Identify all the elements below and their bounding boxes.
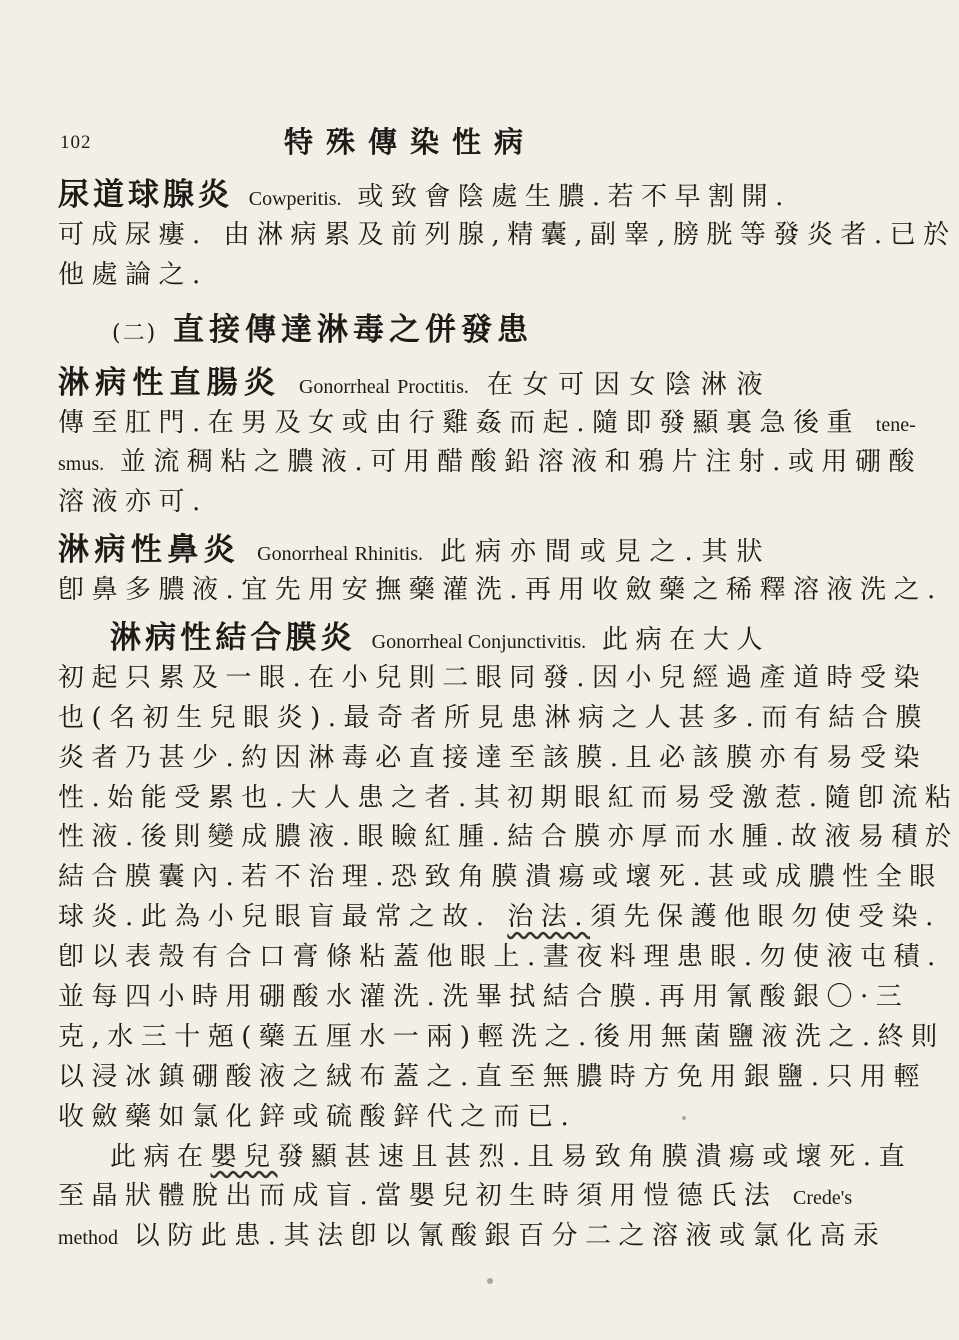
- conjunctivitis-latin-term: Gonorrheal Conjunctivitis.: [371, 631, 587, 654]
- rhinitis-latin-term: Gonorrheal Rhinitis.: [257, 543, 423, 566]
- rhinitis-heading: 淋病性鼻炎: [58, 532, 240, 569]
- text-line: [58, 443, 922, 483]
- conjunctivitis-heading: 淋病性結合膜炎: [110, 620, 356, 657]
- infant-text: 此病在: [110, 1141, 211, 1172]
- text-line: 收斂藥如氯化鋅或硫酸鋅代之而已.: [58, 1101, 577, 1132]
- text-line: 性.始能受累也.大人患之者.其初期眼紅而易受激惹.隨卽流粘: [58, 782, 959, 813]
- text-line: 克,水三十兡(藥五厘水一兩)輕洗之.後用無菌鹽液洗之.終則: [58, 1021, 945, 1052]
- text-line: [58, 619, 770, 659]
- text-line: 也(名初生兒眼炎).最奇者所見患淋病之人甚多.而有結合膜: [58, 702, 929, 733]
- proctitis-text: 傳至肛門.在男及女或由行雞姦而起.隨即發顯裏急後重: [58, 407, 861, 438]
- cowperitis-heading: 尿道球腺炎: [58, 177, 233, 213]
- text-line: 性液.後則變成膿液.眼瞼紅腫.結合膜亦厚而水腫.故液易積於: [58, 822, 959, 853]
- proctitis-heading: 淋病性直腸炎: [58, 364, 282, 401]
- text-line: 以浸冰鎮硼酸液之絨布蓋之.直至無膿時方免用銀鹽.只用輕: [58, 1061, 928, 1092]
- text-line: [58, 1177, 853, 1217]
- body-text: [58, 176, 959, 1257]
- conjunctivitis-text: 須先保護他眼勿使受染.: [590, 902, 941, 933]
- rhinitis-text: 此病亦間或見之.其狀: [440, 537, 771, 568]
- infant-text: 至晶狀體脫出而成盲.當嬰兒初生時須用愷德氏法: [58, 1181, 778, 1212]
- section-heading: [58, 304, 770, 356]
- text-line: 他處論之.: [58, 259, 208, 290]
- text-line: [58, 531, 770, 571]
- ink-speck: [487, 1278, 493, 1284]
- ink-speck: [682, 1116, 686, 1120]
- page-number: 102: [60, 132, 92, 153]
- treatment-label: 治法.: [507, 902, 591, 933]
- text-line: [58, 176, 791, 216]
- running-title: 特殊傳染性病: [284, 125, 537, 159]
- infant-text: 以防此患.其法卽以氰酸銀百分二之溶液或氯化高汞: [133, 1221, 887, 1252]
- latin-term: Crede's: [793, 1187, 853, 1210]
- text-line: [58, 1138, 913, 1178]
- proctitis-latin-term: Gonorrheal Proctitis.: [298, 375, 469, 398]
- text-line: [58, 1217, 887, 1257]
- text-line: 可成尿瘻. 由淋病累及前列腺,精囊,副睾,膀胱等發炎者.已於: [58, 219, 957, 250]
- text-line: 溶液亦可.: [58, 487, 208, 518]
- proctitis-text: 並流稠粘之膿液.可用醋酸鉛溶液和鴉片注射.或用硼酸: [119, 447, 922, 478]
- section-number: (二): [112, 320, 158, 346]
- latin-term: method: [58, 1227, 118, 1250]
- proctitis-text: 在女可因女陰淋液: [486, 369, 770, 400]
- text-line: [58, 364, 770, 404]
- text-line: 卽鼻多膿液.宜先用安撫藥灌洗.再用收斂藥之稀釋溶液洗之.: [58, 575, 943, 606]
- infant-emphasis: 嬰兒: [210, 1141, 278, 1172]
- text-line: [58, 898, 941, 938]
- infant-text: 發顯甚速且甚烈.且易致角膜潰瘍或壞死.直: [277, 1141, 913, 1172]
- text-line: 卽以表殼有合口膏條粘蓋他眼上.晝夜料理患眼.勿使液屯積.: [58, 942, 943, 973]
- section-title: 直接傳達淋毒之併發患: [172, 311, 533, 348]
- latin-term: tene-: [875, 413, 916, 436]
- text-line: 結合膜囊內.若不治理.恐致角膜潰瘍或壞死.甚或成膿性全眼: [58, 862, 943, 893]
- text-line: 炎者乃甚少.約因淋毒必直接達至該膜.且必該膜亦有易受染: [58, 742, 928, 773]
- conjunctivitis-text: 球炎.此為小兒眼盲最常之故.: [58, 902, 492, 933]
- text-line: 並每四小時用硼酸水灌洗.洗畢拭結合膜.再用氰酸銀〇·三: [58, 982, 910, 1013]
- text-line: 初起只累及一眼.在小兒則二眼同發.因小兒經過產道時受染: [58, 662, 928, 693]
- text-line: [58, 404, 916, 444]
- latin-term: smus.: [58, 453, 105, 476]
- cowperitis-latin-term: Cowperitis.: [248, 188, 342, 210]
- cowperitis-text: 或致會陰處生膿.若不早割開.: [357, 182, 791, 212]
- conjunctivitis-text: 此病在大人: [602, 625, 770, 656]
